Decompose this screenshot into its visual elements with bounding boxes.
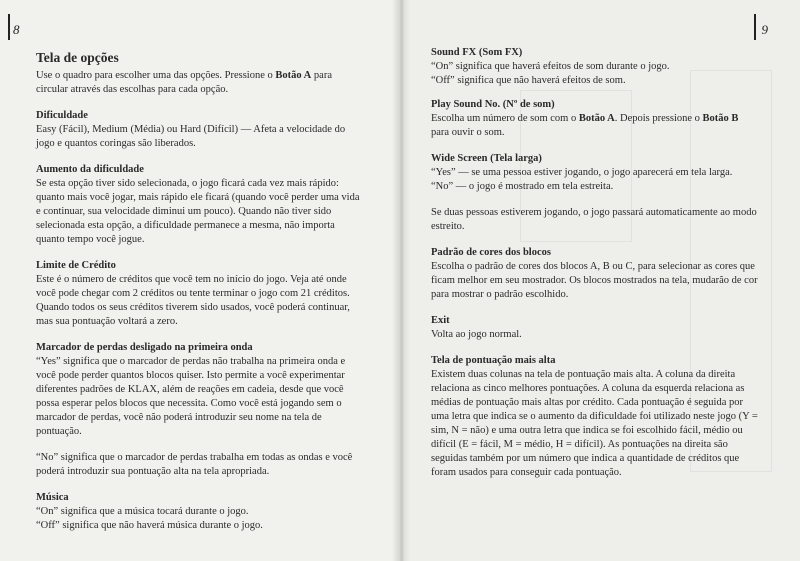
- section-text: “No” significa que o marcador de perdas trabalha em todas as ondas e você poderá introduzir sua pontuação alta na tela apropriada.: [36, 452, 353, 477]
- section-text: Volta ao jogo normal.: [431, 329, 522, 340]
- section-text: “Yes” — se uma pessoa estiver jogando, o jogo aparecerá em tela larga.: [431, 167, 733, 178]
- section-heading: Play Sound No. (Nº de som): [431, 99, 555, 110]
- page-number-right: 9: [761, 22, 768, 37]
- section-difficulty-increase: [36, 163, 364, 247]
- page-rule: [754, 14, 756, 40]
- section-text: Se duas pessoas estiverem jogando, o jogo passará automaticamente ao modo estreito.: [431, 207, 757, 232]
- section-text: “Off” significa que não haverá música durante o jogo.: [36, 520, 263, 531]
- section-drop-meter: [36, 341, 364, 479]
- section-text: “On” significa que a música tocará durante o jogo.: [36, 506, 249, 517]
- left-column: [36, 50, 364, 545]
- section-heading: Sound FX (Som FX): [431, 47, 523, 58]
- section-high-score: [431, 354, 759, 480]
- options-intro: [36, 50, 364, 97]
- section-exit: [431, 314, 759, 342]
- right-page: [400, 0, 800, 561]
- right-column: [431, 46, 759, 492]
- section-heading: Marcador de perdas desligado na primeira onda: [36, 342, 253, 353]
- section-text: “No” — o jogo é mostrado em tela estreita.: [431, 181, 614, 192]
- section-credit-limit: [36, 259, 364, 329]
- section-play-sound: [431, 98, 759, 140]
- section-text: Existem duas colunas na tela de pontuação mais alta. A coluna da direita relaciona as cinco melhores pontuações. A coluna da esquerda relaciona as médias de pontuação mais altas por crédito. Cada pontuação é seguida por uma letra que indica se o aumento da dificuldade foi utilizado neste jogo (Y = sim, N = não) e uma outra letra que indica se foi escolhido fácil, médio ou difícil (E = fácil, M = médio, H = difícil). As pontuações na direita são seguidas também por um número que indica a quantidade de créditos que foram usados para conseguir cada pontuação.: [431, 369, 758, 478]
- section-heading: Exit: [431, 315, 450, 326]
- section-text: “Yes” significa que o marcador de perdas não trabalha na primeira onda e você pode perder quantos blocos quiser. Isto permite a você experimentar diferentes padrões de KLAX, além de reações em cadeia, desde que você possa esperar pelos blocos que necessita. Como você está jogando sem o marcador de perdas, você não poderá introduzir seu nome na tela de pontuação.: [36, 356, 346, 437]
- section-wide-screen: [431, 152, 759, 194]
- page-number-left: 8: [13, 22, 20, 37]
- section-difficulty: [36, 109, 364, 151]
- section-text: Easy (Fácil), Medium (Média) ou Hard (Difícil) — Afeta a velocidade do jogo e quantos coringas são liberados.: [36, 124, 346, 149]
- section-heading: Dificuldade: [36, 110, 88, 121]
- section-text: “Off” significa que não haverá efeitos de som.: [431, 75, 626, 86]
- section-text: Escolha um número de som com o Botão A. Depois pressione o Botão B para ouvir o som.: [431, 113, 739, 138]
- section-heading: Aumento da dificuldade: [36, 164, 144, 175]
- page-title: Tela de opções: [36, 50, 119, 65]
- section-music: [36, 491, 364, 533]
- section-heading: Tela de pontuação mais alta: [431, 355, 556, 366]
- section-heading: Limite de Crédito: [36, 260, 116, 271]
- section-heading: Padrão de cores dos blocos: [431, 247, 551, 258]
- section-sound-fx: [431, 46, 759, 88]
- section-block-colors: [431, 246, 759, 302]
- section-text: “On” significa que haverá efeitos de som durante o jogo.: [431, 61, 670, 72]
- section-text: Este é o número de créditos que você tem no início do jogo. Veja até onde você pode chegar com 2 créditos ou tente terminar o jogo com 21 créditos. Quando todos os seus créditos tiverem sido usados, você poderá continuar, mas sua pontuação voltará a zero.: [36, 274, 350, 327]
- section-wide-screen-note: [431, 206, 759, 234]
- section-heading: Wide Screen (Tela larga): [431, 153, 542, 164]
- section-text: Se esta opção tiver sido selecionada, o jogo ficará cada vez mais rápido: quanto mais você jogar, mais rápido ele ficará (quando você perder uma vida e continuar, sua velocidade diminui um pouco). Quando não tiver sido selecionada esta opção, a dificuldade permanece a mesma, não importa quanto tempo você jogue.: [36, 178, 360, 245]
- intro-text: Use o quadro para escolher uma das opções. Pressione o Botão A para circular através das escolhas para cada opção.: [36, 70, 332, 95]
- section-text: Escolha o padrão de cores dos blocos A, B ou C, para selecionar as cores que ficam melhor em seu mostrador. Os blocos mostrados na tela, mudarão de cor para mostrar o padrão escolhido.: [431, 261, 758, 300]
- section-heading: Música: [36, 492, 69, 503]
- page-rule: [8, 14, 10, 40]
